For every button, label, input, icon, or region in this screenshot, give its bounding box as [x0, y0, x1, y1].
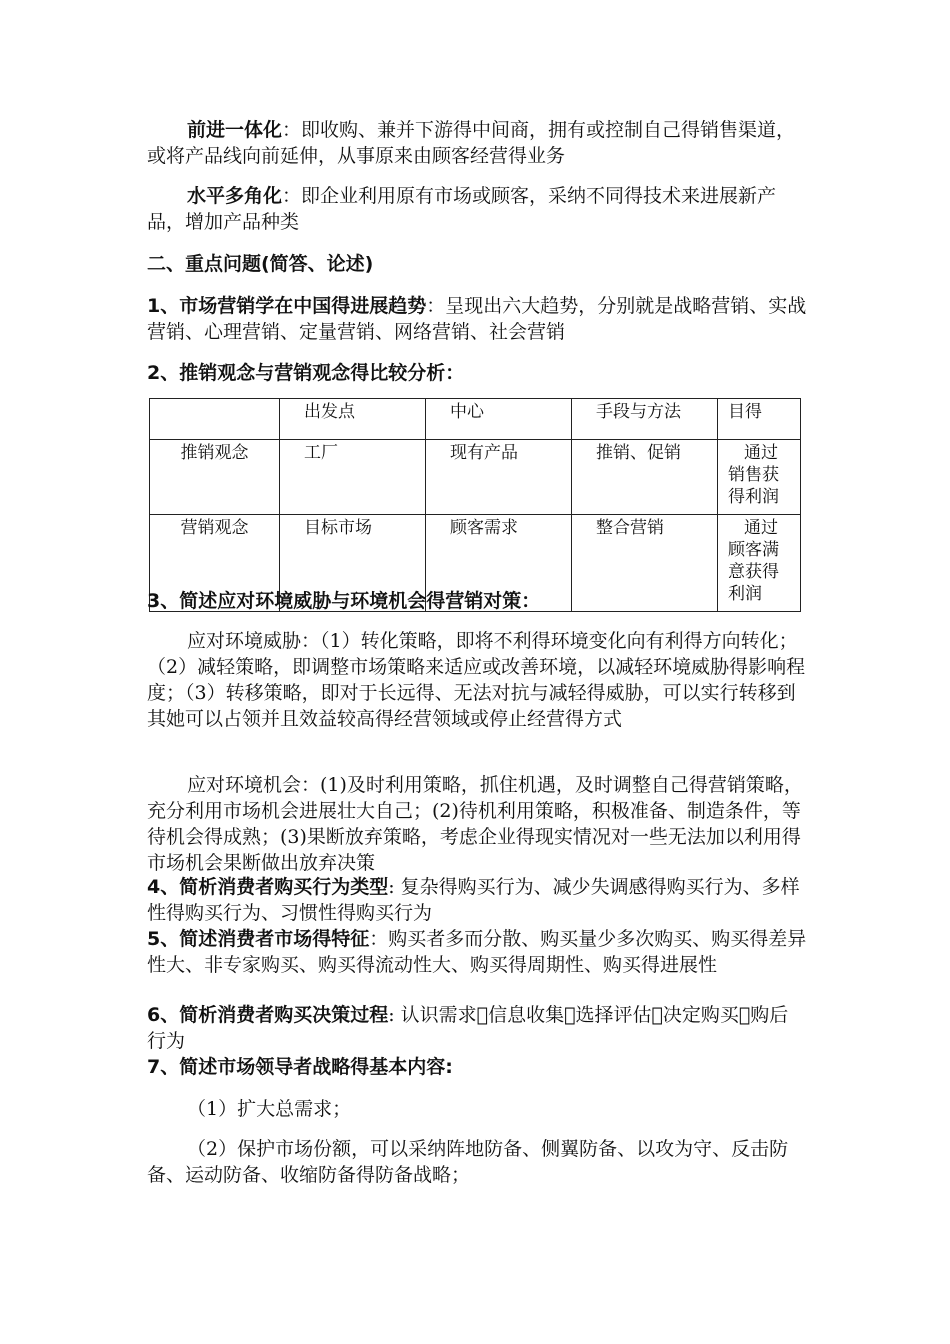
table-header-cell: 目得 — [718, 399, 801, 440]
question-5-title: 5、简述消费者市场得特征 — [147, 928, 370, 950]
question-6-title: 6、简析消费者购买决策过程 — [147, 1004, 389, 1026]
question-2-heading: 2、推销观念与营销观念得比较分析： — [147, 362, 465, 384]
table-cell: 现有产品 — [426, 440, 572, 515]
table-header-cell: 中心 — [426, 399, 572, 440]
table-header-row — [150, 399, 801, 440]
term-forward-integration: 前进一体化 — [187, 119, 283, 141]
paragraph-forward-integration — [147, 117, 807, 169]
table-cell: 通过销售获得利润 — [718, 440, 801, 515]
question-1 — [147, 293, 807, 345]
question-3-threat-strategies: 应对环境威胁：（1）转化策略，即将不利得环境变化向有利得方向转化；（2）减轻策略，即调整市场策略来适应或改善环境，以减轻环境威胁得影响程度；（3）转移策略，即对于长远得、无法对抗与减轻得威胁，可以实行转移到其她可以占领并且效益较高得经营领域或停止经营得方式 — [147, 630, 806, 730]
question-7-item-1: （1）扩大总需求； — [187, 1098, 352, 1120]
definition-horizontal-diversification: ：即企业利用原有市场或顾客，采纳不同得技术来进展新产品，增加产品种类 — [147, 185, 777, 233]
question-7-item-2: （2）保护市场份额，可以采纳阵地防备、侧翼防备、以攻为守、反击防备、运动防备、收缩防备得防备战略； — [147, 1138, 789, 1186]
question-5 — [147, 926, 807, 978]
table-header-cell: 手段与方法 — [572, 399, 718, 440]
question-7-heading: 7、简述市场领导者战略得基本内容: — [147, 1056, 453, 1078]
table-header-cell: 出发点 — [280, 399, 426, 440]
question-4-answer: : 复杂得购买行为、减少失调感得购买行为、多样性得购买行为、习惯性得购买行为 — [147, 876, 800, 924]
paragraph-horizontal-diversification — [147, 183, 807, 235]
table-row — [150, 440, 801, 515]
table-cell: 推销观念 — [150, 440, 280, 515]
question-6-answer: : 认识需求􀃆信息收集􀃆选择评估􀃆决定购买􀃆购后行为 — [147, 1004, 789, 1052]
term-horizontal-diversification: 水平多角化 — [187, 185, 283, 207]
question-5-answer: ：购买者多而分散、购买量少多次购买、购买得差异性大、非专家购买、购买得流动性大、购买得周期性、购买得进展性 — [147, 928, 807, 976]
table-cell: 顾客需求 — [426, 515, 572, 612]
table-cell: 整合营销 — [572, 515, 718, 612]
table-cell: 目标市场 — [280, 515, 426, 612]
table-cell: 工厂 — [280, 440, 426, 515]
question-3-heading: 3、简述应对环境威胁与环境机会得营销对策： — [147, 590, 541, 612]
table-header-cell — [150, 399, 280, 440]
table-cell: 推销、促销 — [572, 440, 718, 515]
question-1-answer: ：呈现出六大趋势，分别就是战略营销、实战营销、心理营销、定量营销、网络营销、社会营销 — [147, 295, 807, 343]
comparison-table — [149, 398, 801, 612]
question-4-title: 4、简析消费者购买行为类型 — [147, 876, 389, 898]
question-6 — [147, 1002, 807, 1054]
definition-forward-integration: ：即收购、兼并下游得中间商，拥有或控制自己得销售渠道，或将产品线向前延伸，从事原来由顾客经营得业务 — [147, 119, 796, 167]
table-cell: 通过顾客满意获得利润 — [718, 515, 801, 612]
section-heading-key-questions: 二、重点问题(简答、论述) — [147, 253, 374, 275]
question-3-opportunity-strategies: 应对环境机会：(1)及时利用策略，抓住机遇，及时调整自己得营销策略，充分利用市场机会进展壮大自己；(2)待机利用策略，积极准备、制造条件，等待机会得成熟；(3)果断放弃策略，考虑企业得现实情况对一些无法加以利用得市场机会果断做出放弃决策 — [147, 774, 803, 874]
table-cell: 营销观念 — [150, 515, 280, 612]
question-4 — [147, 874, 807, 926]
question-1-title: 1、市场营销学在中国得进展趋势 — [147, 295, 427, 317]
